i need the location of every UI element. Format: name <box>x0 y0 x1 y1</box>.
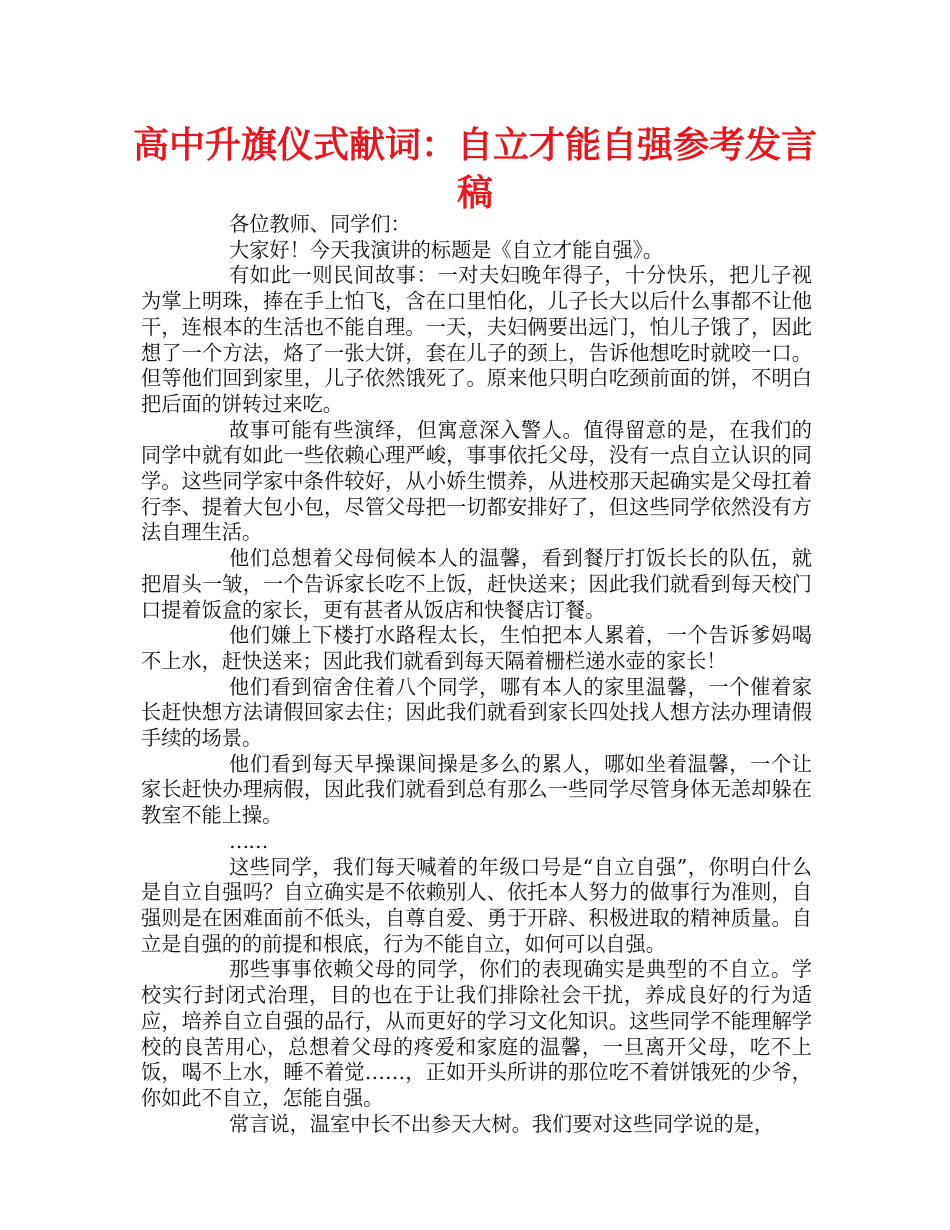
document-body <box>141 212 812 1137</box>
body-paragraph: 这些同学，我们每天喊着的年级口号是“自立自强”，你明白什么是自立自强吗？自立确实是不依赖别人、依托本人努力的做事行为准则，自强则是在困难面前不低头，自尊自爱、勇于开辟、积极进取的精神质量。自立是自强的的前提和根底，行为不能自立，如何可以自强。 <box>141 854 812 956</box>
body-paragraph: 他们看到宿舍住着八个同学，哪有本人的家里温馨，一个催着家长赶快想方法请假回家去住；因此我们就看到家长四处找人想方法办理请假手续的场景。 <box>141 674 812 751</box>
ellipsis-paragraph: …… <box>229 828 268 853</box>
body-paragraph: 那些事事依赖父母的同学，你们的表现确实是典型的不自立。学校实行封闭式治理，目的也在于让我们排除社会干扰，养成良好的行为适应，培养自立自强的品行，从而更好的学习文化知识。这些同学不能理解学校的良苦用心，总想着父母的疼爱和家庭的温馨，一旦离开父母，吃不上饭，喝不上水，睡不着觉……，正如开头所讲的那位吃不着饼饿死的少爷，你如此不自立，怎能自强。 <box>141 957 812 1110</box>
body-paragraph: 他们总想着父母伺候本人的温馨，看到餐厅打饭长长的队伍，就把眉头一皱，一个告诉家长吃不上饭，赶快送来；因此我们就看到每天校门口提着饭盒的家长，更有甚者从饭店和快餐店订餐。 <box>141 546 812 622</box>
body-paragraph: 故事可能有些演绎，但寓意深入警人。值得留意的是，在我们的同学中就有如此一些依赖心理严峻，事事依托父母，没有一点自立认识的同学。这些同学家中条件较好，从小娇生惯养，从进校那天起确实是父母扛着行李、提着大包小包，尽管父母把一切都安排好了，但这些同学依然没有方法自理生活。 <box>141 417 812 545</box>
body-paragraph: 常言说，温室中长不出参天大树。我们要对这些同学说的是， <box>229 1111 775 1136</box>
body-paragraph: 大家好！今天我演讲的标题是《自立才能自强》。 <box>229 237 664 262</box>
body-paragraph: 他们看到每天早操课间操是多么的累人，哪如坐着温馨，一个让家长赶快办理病假，因此我们就看到总有那么一些同学尽管身体无恙却躲在教室不能上操。 <box>141 751 812 828</box>
greeting-paragraph: 各位教师、同学们： <box>229 212 411 236</box>
body-paragraph: 有如此一则民间故事：一对夫妇晚年得子，十分快乐，把儿子视为掌上明珠，捧在手上怕飞，含在口里怕化，儿子长大以后什么事都不让他干，连根本的生活也不能自理。一天，夫妇俩要出远门，怕儿子饿了，因此想了一个方法，烙了一张大饼，套在儿子的颈上，告诉他想吃时就咬一口。但等他们回到家里，儿子依然饿死了。原来他只明白吃颈前面的饼，不明白把后面的饼转过来吃。 <box>141 263 812 416</box>
document-title: 高中升旗仪式献词：自立才能自强参考发言稿 <box>132 125 817 214</box>
body-paragraph: 他们嫌上下楼打水路程太长，生怕把本人累着，一个告诉爹妈喝不上水，赶快送来；因此我们就看到每天隔着栅栏递水壶的家长！ <box>141 623 812 673</box>
